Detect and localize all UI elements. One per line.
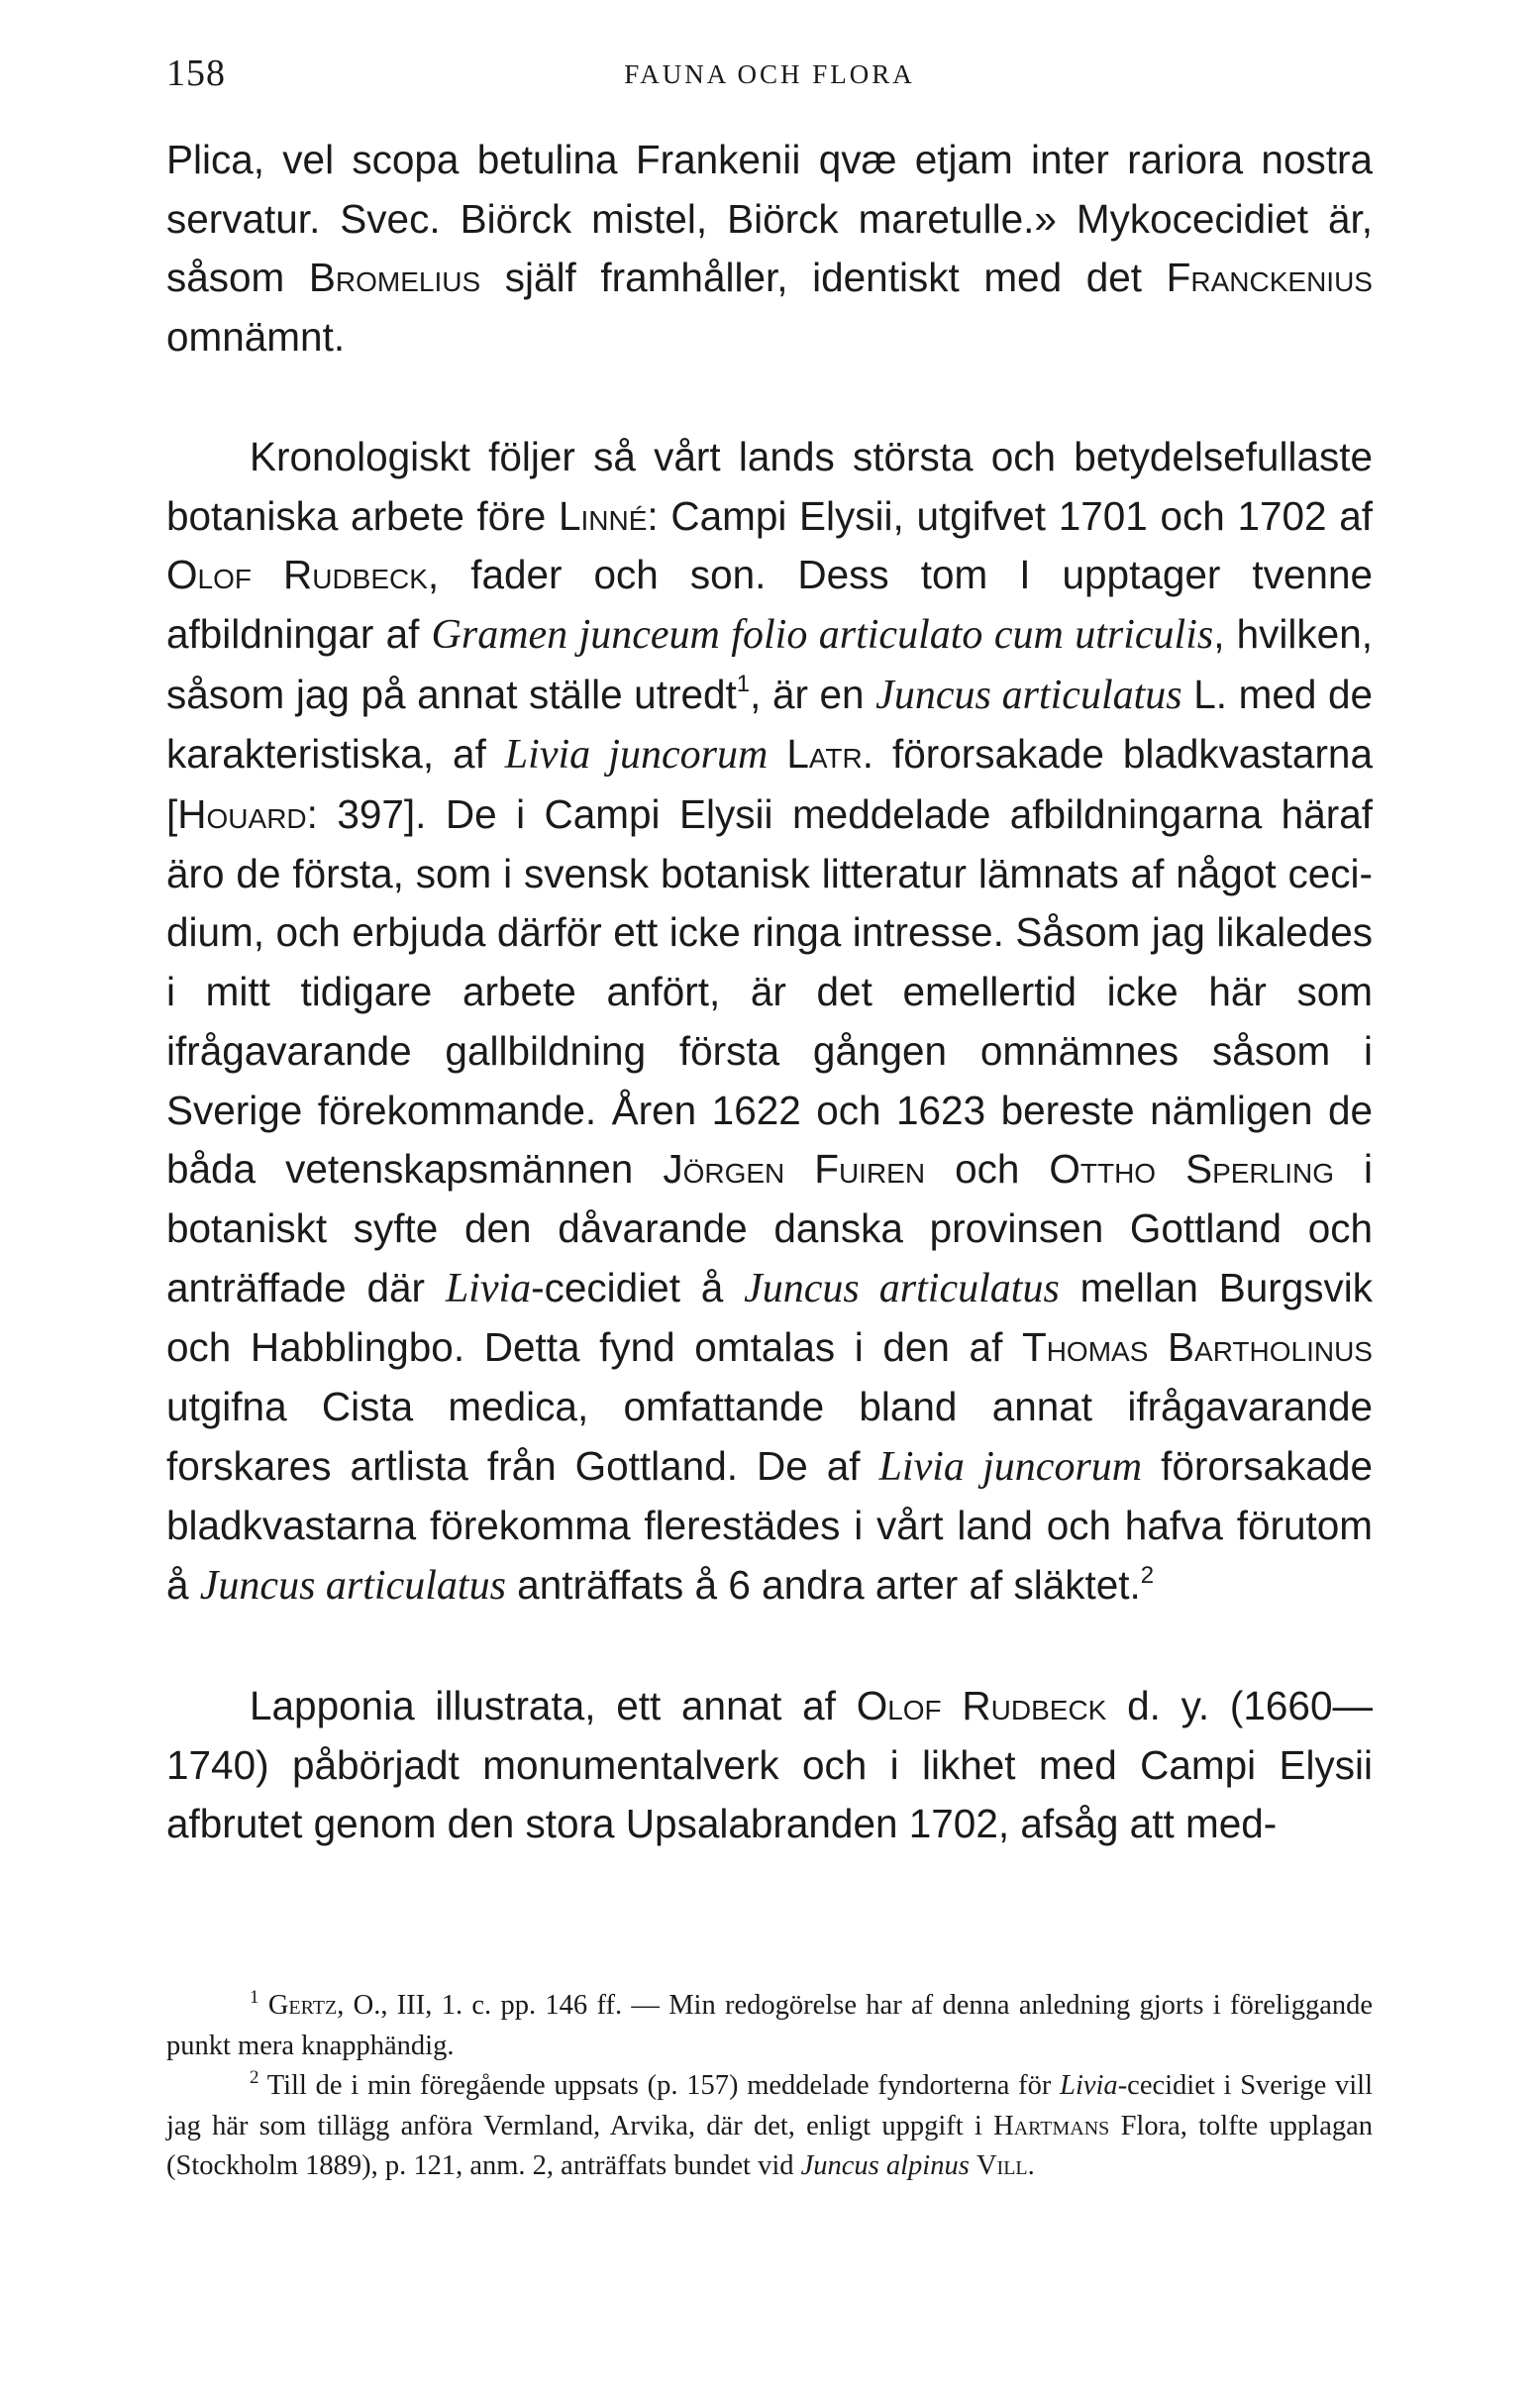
latin-name: Juncus articulatus [199, 1563, 506, 1610]
author-name: Jörgen Fuiren [663, 1146, 926, 1193]
latin-name: Juncus articulatus [875, 672, 1182, 718]
text-run [768, 731, 786, 777]
text-run: Till de i min föregående uppsats (p. 157) meddelade fyndorterna för [258, 2070, 1061, 2102]
author-name: Linné [559, 492, 648, 539]
latin-name: Livia juncorum [504, 732, 769, 779]
text-run: Kronologiskt följer så vårt lands största och betydelsefullaste botaniska arbete före [166, 433, 1373, 539]
text-run: : Campi Elysii, utgifvet 1701 och 1702 af [647, 492, 1373, 539]
footnote-2 [166, 2066, 1373, 2187]
paragraph-2 [166, 428, 1373, 1617]
running-head: FAUNA OCH FLORA [624, 59, 915, 89]
text-run: i botaniskt syfte den dåvarande danska provinsen Gottland och anträffade där [166, 1146, 1373, 1310]
author-name: Franckenius [1166, 255, 1373, 301]
author-name: Houard [177, 791, 307, 838]
paragraph-1 [166, 131, 1373, 367]
text-run [259, 1990, 268, 2021]
latin-name: Juncus articulatus [744, 1265, 1060, 1311]
author-name: Olof Rudbeck [856, 1682, 1107, 1728]
body-text [166, 131, 1373, 1854]
author-name: Thomas Bartholinus [1021, 1324, 1373, 1371]
footnote-1 [166, 1986, 1373, 2066]
text-run: Flora, tolfte upplagan (Stockholm 1889), p. 121, anm. 2, anträffats bundet vid [166, 2110, 1373, 2182]
author-name: Bromelius [308, 255, 481, 301]
latin-name: Livia [1060, 2070, 1118, 2102]
footnote-mark: 1 [250, 1986, 259, 2008]
latin-name: Livia [445, 1265, 532, 1311]
text-run: anträffats å 6 andra arter af släktet. [505, 1562, 1141, 1609]
author-name: Olof Rudbeck [166, 552, 428, 598]
text-run: förorsakade bladkvastarna förekomma flerestädes i vårt land och hafva förutom å [166, 1442, 1373, 1609]
footnote-ref-2: 2 [1140, 1561, 1155, 1589]
author-name: Hartmans [993, 2110, 1110, 2141]
text-run: -cecidiet å [531, 1264, 745, 1310]
text-run: själf framhåller, identiskt med det [480, 255, 1167, 301]
text-run: , är en [750, 671, 876, 717]
page-header [166, 48, 1373, 107]
text-run: -cecidiet i Sverige vill jag här som tillägg anföra Vermland, Arvika, där det, enligt uppgift i [166, 2070, 1374, 2141]
latin-name: Livia juncorum [878, 1443, 1143, 1490]
footnote-ref-1: 1 [736, 671, 751, 698]
text-run: . förorsakade bladkvastarna [ [166, 731, 1373, 838]
author-name: Ottho Sperling [1049, 1146, 1335, 1193]
paragraph-gap [166, 367, 1373, 428]
footnotes [166, 1986, 1373, 2187]
text-run: , fader och son. Dess tom I upptager tvenne afbildningar af [166, 552, 1373, 657]
paragraph-gap [166, 1617, 1373, 1677]
text-run: mellan Burgsvik och Habblingbo. Detta fynd omtalas i den af [166, 1264, 1374, 1371]
text-run: utgifna Cista medica, omfattande bland annat ifrågavarande forskares artlista från Gottland. De af [166, 1384, 1373, 1489]
text-run: Plica, vel scopa betulina Frankenii qvæ etjam inter rariora nostra servatur. Svec. Biörck mistel, Biörck maretulle.» Mykocecidiet är, såsom [166, 137, 1373, 301]
text-run: , hvilken, såsom jag på annat ställe utredt [166, 610, 1373, 717]
text-run [970, 2150, 976, 2181]
text-run: : 397]. De i Campi Elysii meddelade afbildningarna häraf äro de första, som i svensk botanisk litteratur lämnats af något cecidium, och erbjuda därför ett icke ringa intresse. Såsom jag likaledes i mitt tidigare arbete anfört, är det emellertid icke här som ifrågavarande gallbildning första gången omnämnes såsom i Sverige förekommande. Åren 1622 och 1623 bereste nämligen de båda vetenskapsmännen [166, 791, 1373, 1193]
author-name: Vill [975, 2150, 1028, 2182]
latin-name: Gramen junceum folio articulato cum utriculis [431, 611, 1214, 658]
footnote-mark: 2 [250, 2066, 259, 2088]
page-number: 158 [166, 52, 226, 94]
text-run: L. med de karakteristiska, af [166, 671, 1373, 778]
author-name: Gertz [267, 1990, 338, 2021]
text-run: omnämnt. [166, 314, 346, 361]
text-run: , O., III, 1. c. pp. 146 ff. — Min redogörelse har af denna anledning gjorts i föreliggande punkt mera knapphändig. [166, 1990, 1373, 2061]
text-run: . [1027, 2150, 1035, 2182]
text-run: Lapponia illustrata, ett annat af [250, 1682, 857, 1728]
latin-name: Juncus alpinus [800, 2150, 970, 2182]
text-run: och [925, 1146, 1050, 1193]
paragraph-3 [166, 1677, 1373, 1854]
author-name: Latr [786, 731, 863, 778]
text-run: d. y. (1660—1740) påbörjadt monumentalverk och i likhet med Campi Elysii afbrutet genom den stora Upsalabranden 1702, afsåg att med- [166, 1682, 1373, 1847]
